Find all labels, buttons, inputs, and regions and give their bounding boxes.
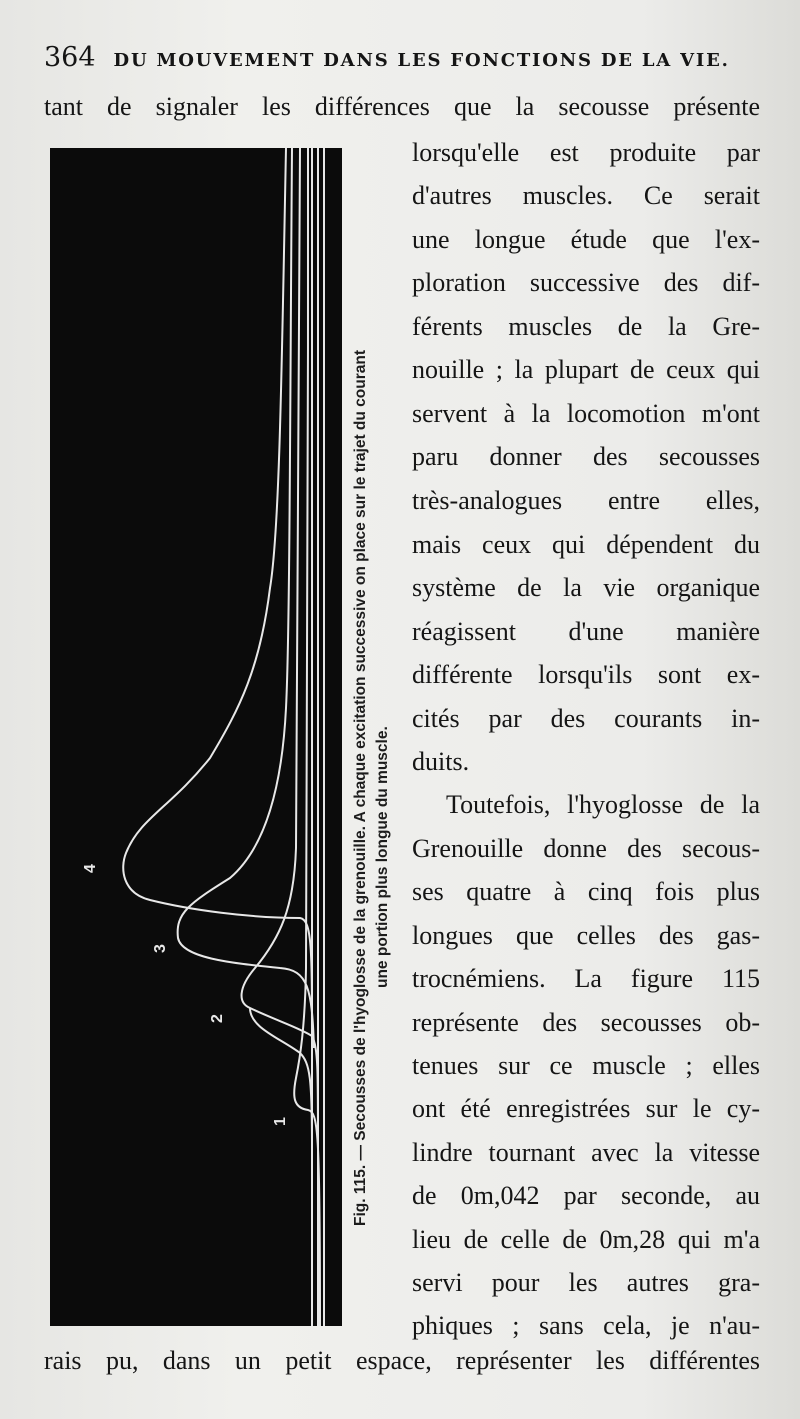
curve-label-3: 3	[152, 944, 169, 953]
page-header	[44, 42, 744, 80]
text-line: ploration successive des dif-	[412, 268, 760, 297]
text-line: longues que celles des gas-	[412, 921, 760, 950]
text-line: servent à la locomotion m'ont	[412, 399, 760, 428]
caption-line-1: Fig. 115. — Secousses de l'hyoglosse de la grenouille. A chaque excitation successive on place sur le trajet du courant	[352, 350, 369, 1226]
text-line: cités par des courants in-	[412, 704, 760, 733]
text-line: ont été enregistrées sur le cy-	[412, 1094, 760, 1123]
caption-line-2: une portion plus longue du muscle.	[374, 726, 391, 988]
text-line: différente lorsqu'ils sont ex-	[412, 660, 760, 689]
text-line: nouille ; la plupart de ceux qui	[412, 355, 760, 384]
text-line: système de la vie organique	[412, 573, 760, 602]
text-line: rais pu, dans un petit espace, représenter les différentes	[44, 1346, 760, 1375]
text-line: Grenouille donne des secous-	[412, 834, 760, 863]
text-line: réagissent d'une manière	[412, 617, 760, 646]
text-line: de 0m,042 par seconde, au	[412, 1181, 760, 1210]
curve-label-2: 2	[209, 1014, 226, 1023]
text-line: lieu de celle de 0m,28 qui m'a	[412, 1225, 760, 1254]
curve-label-4: 4	[82, 864, 99, 873]
curve-label-1: 1	[272, 1117, 289, 1126]
text-line: lindre tournant avec la vitesse	[412, 1138, 760, 1167]
myograph-traces	[50, 148, 342, 1326]
text-line: tenues sur ce muscle ; elles	[412, 1051, 760, 1080]
text-line: férents muscles de la Gre-	[412, 312, 760, 341]
twitch-curve-3	[178, 148, 314, 1048]
text-line: tant de signaler les différences que la secousse présente	[44, 92, 760, 121]
text-line: duits.	[412, 747, 470, 776]
text-line: paru donner des secousses	[412, 442, 760, 471]
text-line: lorsqu'elle est produite par	[412, 138, 760, 167]
text-line: mais ceux qui dépendent du	[412, 530, 760, 559]
text-line: une longue étude que l'ex-	[412, 225, 760, 254]
running-head: DU MOUVEMENT DANS LES FONCTIONS DE LA VIE.	[113, 50, 730, 71]
text-line: phiques ; sans cela, je n'au-	[412, 1311, 760, 1340]
text-line: servi pour les autres gra-	[412, 1268, 760, 1297]
text-line: très-analogues entre elles,	[412, 486, 760, 515]
twitch-curve-4	[123, 148, 312, 1048]
text-line: représente des secousses ob-	[412, 1008, 760, 1037]
figure-115	[50, 148, 342, 1326]
text-line: ses quatre à cinq fois plus	[412, 877, 760, 906]
page-number: 364	[44, 42, 96, 73]
text-line: Toutefois, l'hyoglosse de la	[446, 790, 760, 819]
text-line: d'autres muscles. Ce serait	[412, 181, 760, 210]
text-line: trocnémiens. La figure 115	[412, 964, 760, 993]
